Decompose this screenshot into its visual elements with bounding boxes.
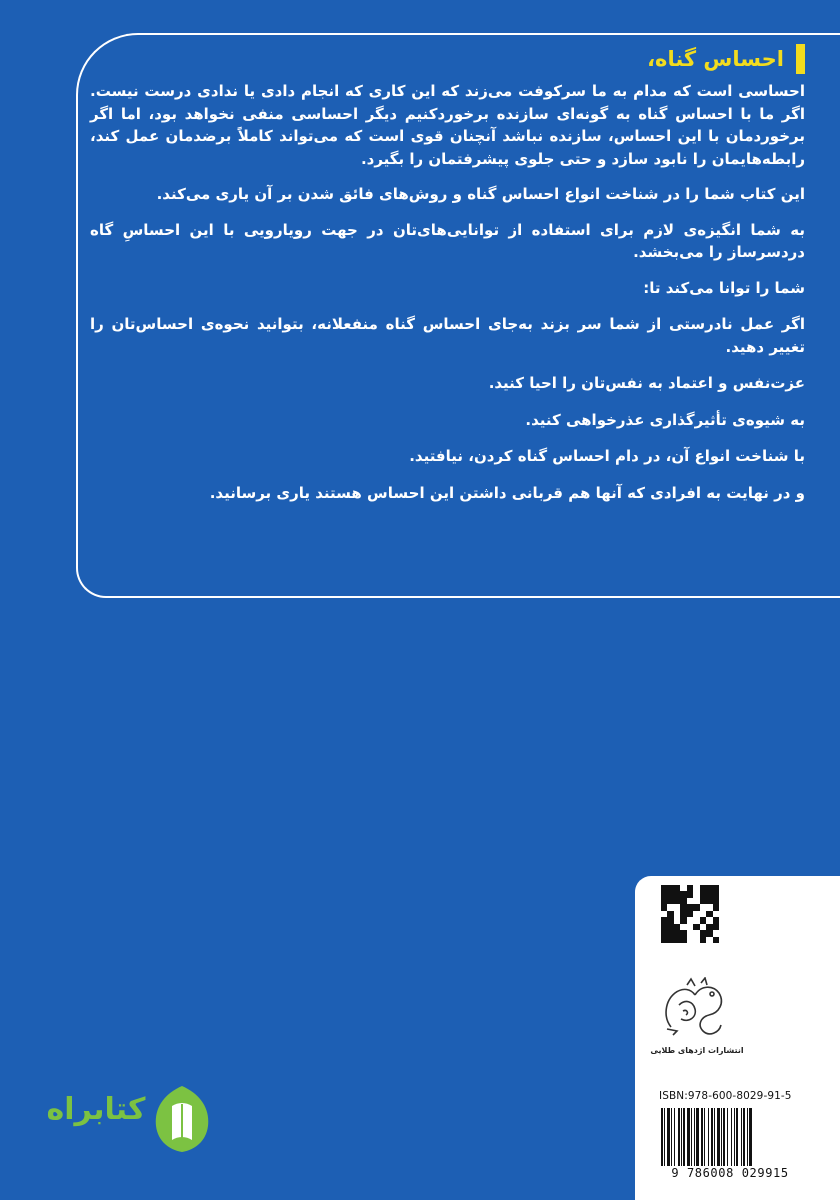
barcode-icon: [657, 1108, 801, 1166]
barcode-bar: [696, 1108, 699, 1166]
barcode-bar: [723, 1108, 725, 1166]
barcode-bar: [687, 1108, 690, 1166]
barcode-bar: [749, 1108, 752, 1166]
barcode-bar: [681, 1108, 682, 1166]
publisher-name: انتشارات اژدهای طلایی: [650, 1046, 744, 1055]
publisher-info-box: [635, 876, 840, 1200]
title-row: [647, 44, 805, 74]
list-intro: شما را توانا می‌کند تا:: [643, 278, 805, 297]
barcode-bar: [727, 1108, 728, 1166]
barcode-bar: [674, 1108, 675, 1166]
benefits-list: [90, 313, 805, 504]
blurb: [90, 80, 805, 518]
barcode-bar: [701, 1108, 703, 1166]
title-accent-bar: [796, 44, 805, 74]
blurb-title: احساس گناه،: [647, 47, 784, 71]
watermark-text: کتابراه: [46, 1092, 146, 1127]
dragon-logo-icon: [657, 977, 729, 1039]
blurb-paragraph-3: به شما انگیزه‌ی لازم برای استفاده از توانایی‌های‌تان در جهت رویارویی با این احساسِ گاه دردسرساز را می‌بخشد.: [90, 220, 805, 261]
barcode-bar: [747, 1108, 748, 1166]
barcode-bar: [741, 1108, 742, 1166]
barcode-bar: [667, 1108, 670, 1166]
barcode-bar: [717, 1108, 720, 1166]
list-item: به شیوه‌ی تأثیرگذاری عذرخواهی کنید.: [525, 410, 805, 429]
barcode-bar: [734, 1108, 735, 1166]
barcode-bar: [721, 1108, 722, 1166]
blurb-paragraph-2: این کتاب شما را در شناخت انواع احساس گناه و روش‌های فائق شدن بر آن یاری می‌کند.: [156, 185, 805, 203]
blurb-paragraph-1: احساسی است که مدام به ما سرکوفت می‌زند که این کاری که انجام دادی یا ندادی درست نیست. اگر ما با احساس گناه به گونه‌ای سازنده برخوردکنیم دیگر احساسی منفی نخواهد بود، اما اگر برخوردمان با این احساس، سازنده نباشد آنچنان قوی است که می‌تواند کاملاً برضدمان عمل کند، رابطه‌هایمان را نابود سازد و حتی جلوی پیشرفتمان را بگیرد.: [90, 82, 805, 168]
barcode-bar: [711, 1108, 713, 1166]
list-item: با شناخت انواع آن، در دام احساس گناه کردن، نیافتید.: [409, 447, 805, 465]
kitabrah-watermark: [40, 1084, 220, 1166]
barcode-bar: [731, 1108, 732, 1166]
barcode-bar: [694, 1108, 695, 1166]
list-item: عزت‌نفس و اعتماد به نفس‌تان را احیا کنید.: [488, 374, 805, 392]
barcode-bar: [736, 1108, 738, 1166]
barcode-bar: [678, 1108, 680, 1166]
barcode-bar: [691, 1108, 692, 1166]
list-item: و در نهایت به افرادی که آنها هم قربانی داشتن این احساس هستند یاری برسانید.: [209, 483, 805, 502]
barcode-digits: 9 786008 029915: [671, 1166, 789, 1180]
barcode-bar: [661, 1108, 663, 1166]
qr-code-icon[interactable]: [661, 885, 719, 943]
barcode-bar: [671, 1108, 672, 1166]
barcode-bar: [664, 1108, 665, 1166]
book-leaf-icon: [152, 1084, 212, 1154]
barcode-bar: [714, 1108, 715, 1166]
barcode-bar: [743, 1108, 745, 1166]
isbn: ISBN:978-600-8029-91-5: [659, 1090, 792, 1102]
barcode-bar: [704, 1108, 705, 1166]
barcode-bar: [683, 1108, 685, 1166]
list-item: اگر عمل نادرستی از شما سر بزند به‌جای احساس گناه منفعلانه، بتوانید نحوه‌ی احساس‌تان را تغییر دهید.: [90, 315, 805, 356]
barcode-bar: [708, 1108, 709, 1166]
